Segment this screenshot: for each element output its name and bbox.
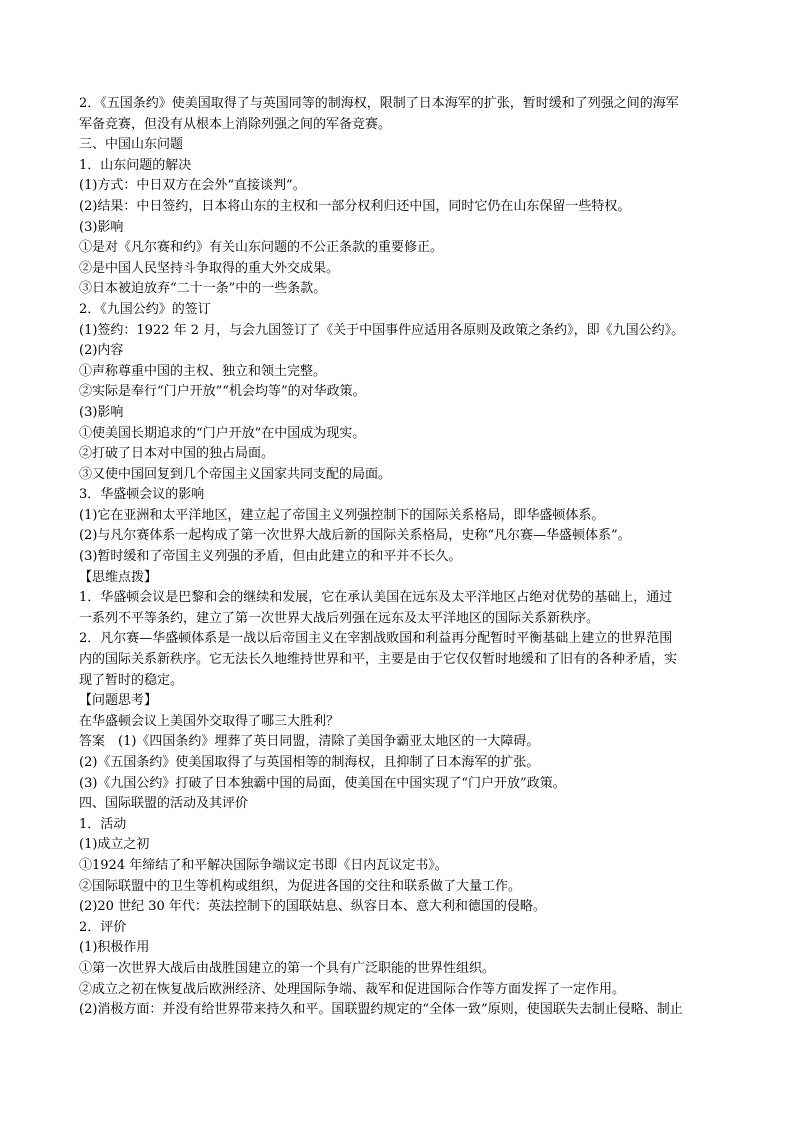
text-line: ①1924 年缔结了和平解决国际争端议定书即《日内瓦议定书》。 (79, 857, 448, 873)
text-line: ③日本被迫放弃“二十一条”中的一些条款。 (79, 281, 327, 297)
text-line: ②打破了日本对中国的独占局面。 (79, 446, 275, 462)
text-line: (2)与凡尔赛体系一起构成了第一次世界大战后新的国际关系格局，史称“凡尔赛—华盛顿体系”。 (79, 528, 631, 544)
text-line: (2)结果：中日签约，日本将山东的主权和一部分权利归还中国，同时它仍在山东保留一些特权。 (79, 198, 631, 214)
box-heading: 【问题思考】 (79, 693, 158, 709)
subsection-heading: 1．活动 (79, 816, 127, 832)
text-line: (2)《五国条约》使美国取得了与英国相等的制海权，且抑制了日本海军的扩张。 (79, 755, 540, 770)
text-line: ②国际联盟中的卫生等机构或组织，为促进各国的交往和联系做了大量工作。 (79, 878, 522, 894)
text-line: 一系列不平等条约，建立了第一次世界大战后列强在远东及太平洋地区的国际关系新秩序。 (79, 610, 600, 626)
section-heading: 四、国际联盟的活动及其评价 (79, 796, 249, 812)
text-line: ②是中国人民坚持斗争取得的重大外交成果。 (79, 260, 340, 276)
text-line: 1．华盛顿会议是巴黎和会的继续和发展，它在承认美国在远东及太平洋地区占绝对优势的基础上，通过 (79, 590, 673, 606)
text-line: 2．凡尔赛—华盛顿体系是一战以后帝国主义在宰割战败国和利益再分配暂时平衡基础上建立的世界范围 (79, 631, 673, 647)
text-line: ③又使中国回复到几个帝国主义国家共同支配的局面。 (79, 466, 392, 482)
answer-line: 答案 (1)《四国条约》埋葬了英日同盟，清除了美国争霸亚太地区的一大障碍。 (79, 734, 540, 750)
subsection-heading: 2．评价 (79, 919, 127, 935)
text-line: 2．《五国条约》使美国取得了与英国同等的制海权，限制了日本海军的扩张，暂时缓和了列强之间的海军 (79, 96, 679, 111)
text-line: ①第一次世界大战后由战胜国建立的第一个具有广泛职能的世界性组织。 (79, 960, 496, 976)
text-line: ①使美国长期追求的“门户开放”在中国成为现实。 (79, 425, 366, 441)
text-line: (2)内容 (79, 343, 124, 359)
text-line: 军备竞赛，但没有从根本上消除列强之间的军备竞赛。 (79, 116, 392, 132)
text-line: (3)影响 (79, 219, 124, 235)
subsection-heading: 1．山东问题的解决 (79, 157, 192, 173)
text-line: (1)签约：1922 年 2 月，与会九国签订了《关于中国事件应适用各原则及政策之条约》，即《九国公约》。 (79, 322, 685, 338)
text-line: (1)它在亚洲和太平洋地区，建立起了帝国主义列强控制下的国际关系格局，即华盛顿体系。 (79, 507, 605, 523)
text-line: 内的国际关系新秩序。它无法长久地维持世界和平，主要是由于它仅仅暂时地缓和了旧有的各种矛盾，实 (79, 652, 678, 668)
text-line: ②成立之初在恢复战后欧洲经济、处理国际争端、裁军和促进国际合作等方面发挥了一定作用。 (79, 981, 626, 997)
text-line: (3)影响 (79, 404, 124, 420)
subsection-heading: 3．华盛顿会议的影响 (79, 487, 205, 503)
text-line: (2)消极方面：并没有给世界带来持久和平。国联盟约规定的“全体一致”原则，使国联失去制止侵略、制止 (79, 1002, 683, 1018)
text-line: ②实际是奉行“门户开放”“机会均等”的对华政策。 (79, 384, 366, 400)
text-line: (2)20 世纪 30 年代：英法控制下的国联姑息、纵容日本、意大利和德国的侵略。 (79, 899, 546, 915)
section-heading: 三、中国山东问题 (79, 137, 184, 153)
text-line: ①声称尊重中国的主权、独立和领土完整。 (79, 363, 327, 379)
text-line: 现了暂时的稳定。 (79, 672, 184, 688)
text-line: (1)积极作用 (79, 940, 150, 956)
question-line: 在华盛顿会议上美国外交取得了哪三大胜利？ (79, 713, 340, 729)
text-line: (1)方式：中日双方在会外“直接谈判”。 (79, 178, 306, 194)
subsection-heading: 2．《九国公约》的签订 (79, 301, 211, 317)
text-line: ①是对《凡尔赛和约》有关山东问题的不公正条款的重要修正。 (79, 240, 444, 256)
text-line: (1)成立之初 (79, 837, 150, 853)
box-heading: 【思维点拨】 (79, 569, 158, 585)
text-line: (3)《九国公约》打破了日本独霸中国的局面，使美国在中国实现了“门户开放”政策。 (79, 775, 566, 791)
text-line: (3)暂时缓和了帝国主义列强的矛盾，但由此建立的和平并不长久。 (79, 549, 462, 565)
document-page (79, 94, 719, 1021)
